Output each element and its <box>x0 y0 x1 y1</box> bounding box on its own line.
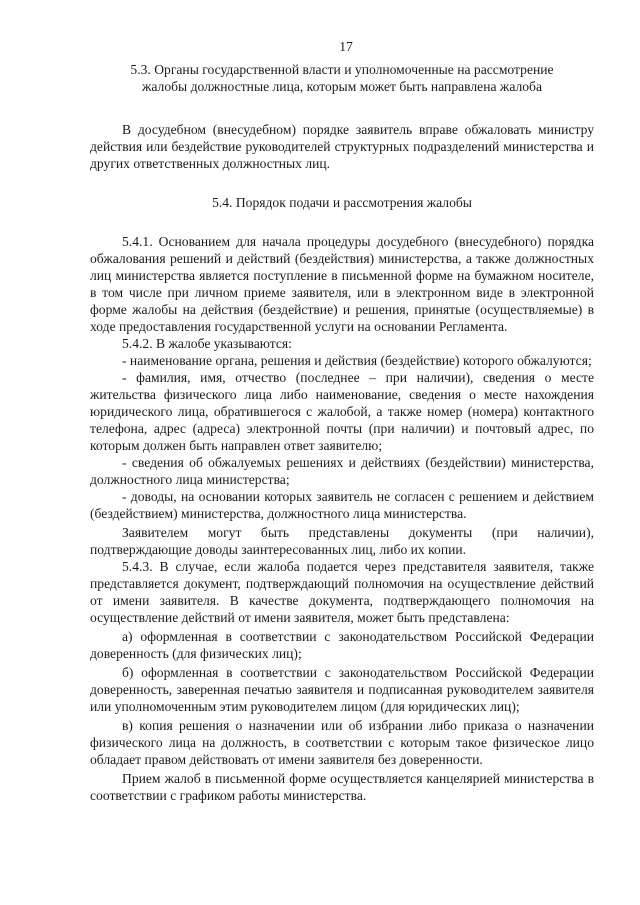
list-item-c: в) копия решения о назначении или об избрании либо приказа о назначении физического лица на должность, в соответствии с которым такое физическое лицо обладает правом действовать от имени заявителя без доверенности. <box>90 718 594 767</box>
list-item-b: б) оформленная в соответствии с законодательством Российской Федерации доверенность, заверенная печатью заявителя и подписанная руководителем заявителя или уполномоченным этим руководителем лицом (для юридических лиц); <box>90 665 594 714</box>
section-5-3-title <box>90 61 594 95</box>
paragraph-supporting-documents: Заявителем могут быть представлены документы (при наличии), подтверждающие доводы заинтересованных лиц, либо их копии. <box>90 525 594 557</box>
paragraph-5-4-1: 5.4.1. Основанием для начала процедуры досудебного (внесудебного) порядка обжалования решений и действий (бездействия) министерства, а также должностных лиц министерства является поступление в письменной форме на бумажном носителе, в том числе при личном приеме заявителя, или в электронном виде в электронной форме жалобы на действия (бездействие) и решения, принятые (осуществляемые) в ходе предоставления государственной услуги на основании Регламента. <box>90 234 594 334</box>
document-page <box>90 38 594 804</box>
list-item-appealed-decisions: - сведения об обжалуемых решениях и действиях (бездействии) министерства, должностного лица министерства; <box>90 455 594 487</box>
section-5-3-paragraph: В досудебном (внесудебном) порядке заявитель вправе обжаловать министру действия или бездействие руководителей структурных подразделений министерства и других ответственных должностных лиц. <box>90 122 594 171</box>
list-item-a: а) оформленная в соответствии с законодательством Российской Федерации доверенность (для физических лиц); <box>90 629 594 661</box>
paragraph-5-4-2: 5.4.2. В жалобе указываются: <box>122 336 292 351</box>
list-item-applicant-details: - фамилия, имя, отчество (последнее – при наличии), сведения о месте жительства физического лица либо наименование, сведения о месте нахождения юридического лица, обратившегося с жалобой, а также номер (номера) контактного телефона, адрес (адреса) электронной почты (при наличии) и почтовый адрес, по которым должен быть направлен ответ заявителю; <box>90 370 594 453</box>
section-5-3-title-line-2: жалобы должностные лица, которым может быть направлена жалоба <box>142 79 542 94</box>
section-5-3-title-line-1: 5.3. Органы государственной власти и уполномоченные на рассмотрение <box>130 62 554 77</box>
list-item-organ: - наименование органа, решения и действия (бездействие) которого обжалуются; <box>122 353 592 368</box>
list-item-arguments: - доводы, на основании которых заявитель не согласен с решением и действием (бездействием) министерства, должностного лица министерства. <box>90 489 594 521</box>
paragraph-reception: Прием жалоб в письменной форме осуществляется канцелярией министерства в соответствии с графиком работы министерства. <box>90 771 594 803</box>
paragraph-5-4-3: 5.4.3. В случае, если жалоба подается через представителя заявителя, также представляется документ, подтверждающий полномочия на осуществление действий от имени заявителя. В качестве документа, подтверждающего полномочия на осуществление действий от имени заявителя, может быть представлена: <box>90 559 594 625</box>
section-5-4-title: 5.4. Порядок подачи и рассмотрения жалобы <box>212 195 472 210</box>
page-number: 17 <box>339 39 353 54</box>
